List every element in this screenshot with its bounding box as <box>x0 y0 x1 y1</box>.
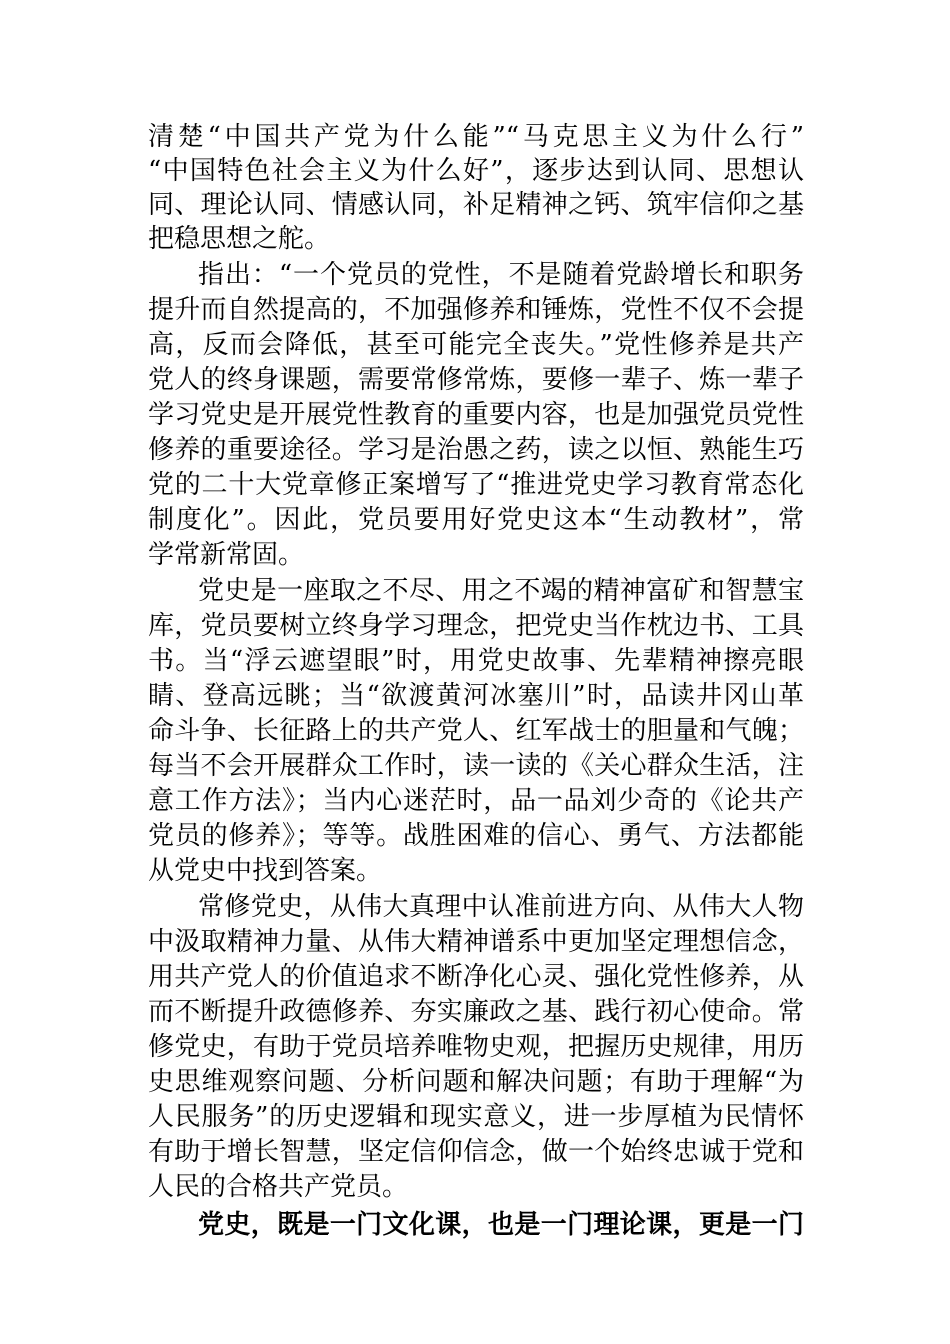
text-line: “中国特色社会主义为什么好”，逐步达到认同、思想认 <box>148 156 804 186</box>
text-line: 党的二十大党章修正案增写了“推进党史学习教育常态化 <box>148 470 804 500</box>
text-line: 史思维观察问题、分析问题和解决问题；有助于理解“为 <box>148 1067 804 1097</box>
text-line: 学常新常固。 <box>148 540 305 570</box>
paragraph-first-line: 常修党史，从伟大真理中认准前进方向、从伟大人物 <box>198 892 804 922</box>
text-line: 从党史中找到答案。 <box>148 856 383 886</box>
text-line: 高，反而会降低，甚至可能完全丧失。”党性修养是共产 <box>148 330 804 360</box>
text-line: 库，党员要树立终身学习理念，把党史当作枕边书、工具 <box>148 611 804 641</box>
text-line: 修养的重要途径。学习是治愚之药，读之以恒、熟能生巧 <box>148 435 804 465</box>
text-line: 人民服务”的历史逻辑和现实意义，进一步厚植为民情怀 <box>148 1102 804 1132</box>
text-line: 而不断提升政德修养、夯实廉政之基、践行初心使命。常 <box>148 997 804 1027</box>
paragraph-first-line: 党史是一座取之不尽、用之不竭的精神富矿和智慧宝 <box>198 576 804 606</box>
text-line: 修党史，有助于党员培养唯物史观，把握历史规律，用历 <box>148 1032 804 1062</box>
text-line: 把稳思想之舵。 <box>148 224 331 254</box>
text-line: 用共产党人的价值追求不断净化心灵、强化党性修养，从 <box>148 962 804 992</box>
text-line: 睛、登高远眺；当“欲渡黄河冰塞川”时，品读井冈山革 <box>148 681 804 711</box>
text-line: 每当不会开展群众工作时，读一读的《关心群众生活，注 <box>148 751 804 781</box>
text-line: 人民的合格共产党员。 <box>148 1172 409 1202</box>
text-line: 党员的修养》；等等。战胜困难的信心、勇气、方法都能 <box>148 821 804 851</box>
text-line: 制度化”。因此，党员要用好党史这本“生动教材”，常 <box>148 505 804 535</box>
text-line: 中汲取精神力量、从伟大精神谱系中更加坚定理想信念， <box>148 927 804 957</box>
paragraph-first-line: 指出：“一个党员的党性，不是随着党龄增长和职务 <box>198 260 804 290</box>
text-line: 学习党史是开展党性教育的重要内容，也是加强党员党性 <box>148 400 804 430</box>
text-line: 党人的终身课题，需要常修常炼，要修一辈子、炼一辈子 <box>148 365 804 395</box>
text-line: 命斗争、长征路上的共产党人、红军战士的胆量和气魄； <box>148 716 804 746</box>
text-line: 同、理论认同、情感认同，补足精神之钙、筑牢信仰之基 <box>148 190 804 220</box>
text-line: 清楚“中国共产党为什么能”“马克思主义为什么行” <box>148 122 804 152</box>
text-line: 提升而自然提高的，不加强修养和锤炼，党性不仅不会提 <box>148 295 804 325</box>
text-line: 书。当“浮云遮望眼”时，用党史故事、先辈精神擦亮眼 <box>148 646 804 676</box>
text-line: 意工作方法》；当内心迷茫时，品一品刘少奇的《论共产 <box>148 786 804 816</box>
bold-heading-line: 党史，既是一门文化课，也是一门理论课，更是一门 <box>198 1210 804 1240</box>
text-line: 有助于增长智慧，坚定信仰信念，做一个始终忠诚于党和 <box>148 1137 804 1167</box>
